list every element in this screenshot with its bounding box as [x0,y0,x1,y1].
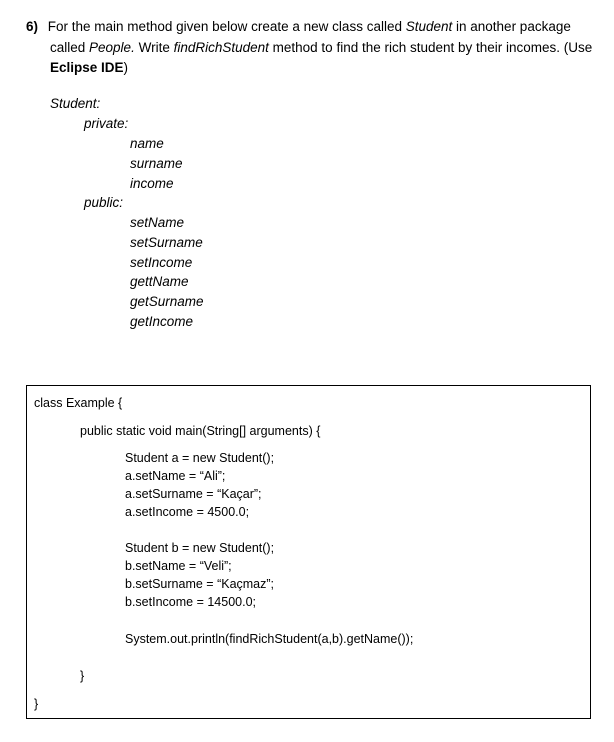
question-text-5: method to find the rich student by their incomes. (Use [268,40,593,55]
spec-method-setsurname: setSurname [130,235,203,250]
spec-public-label: public: [84,195,124,210]
question-text-2: in another package [452,19,571,34]
spec-method-gettname: gettName [130,274,189,289]
code-line-b4: b.setIncome = 14500.0; [125,595,256,609]
class-name: Student [405,19,453,34]
code-line-a4: a.setIncome = 4500.0; [125,505,250,519]
code-line-b3: b.setSurname = “Kaçmaz”; [125,577,275,591]
spec-field-surname: surname [130,156,183,171]
spec-method-getincome: getIncome [130,314,194,329]
code-line-a2: a.setName = “Ali”; [125,469,226,483]
question-line-1 [26,16,571,37]
code-class-decl: class Example { [34,396,123,410]
spec-field-income: income [130,176,174,191]
question-text-4: Write [134,40,174,55]
question-text-1: For the main method given below create a new class called [47,19,406,34]
code-close-class: } [34,697,39,711]
spec-method-getsurname: getSurname [130,294,204,309]
spec-field-name: name [130,136,164,151]
code-line-a3: a.setSurname = “Kaçar”; [125,487,262,501]
package-name: People. [89,40,135,55]
spec-private-label: private: [84,116,129,131]
question-number: 6) [26,19,39,34]
spec-class-label: Student: [50,96,101,111]
code-line-b2: b.setName = “Veli”; [125,559,232,573]
question-line-3 [50,57,128,78]
spec-method-setname: setName [130,215,185,230]
ide-name: Eclipse IDE [50,60,124,75]
code-print-stmt: System.out.println(findRichStudent(a,b).getName()); [125,632,414,646]
method-name: findRichStudent [173,40,269,55]
ide-close: ) [123,60,129,75]
code-line-b1: Student b = new Student(); [125,541,275,555]
question-line-2 [50,37,592,58]
question-text-3: called [50,40,90,55]
spec-method-setincome: setIncome [130,255,193,270]
code-main-decl: public static void main(String[] arguments) { [80,424,321,438]
code-close-main: } [80,669,85,683]
code-line-a1: Student a = new Student(); [125,451,275,465]
